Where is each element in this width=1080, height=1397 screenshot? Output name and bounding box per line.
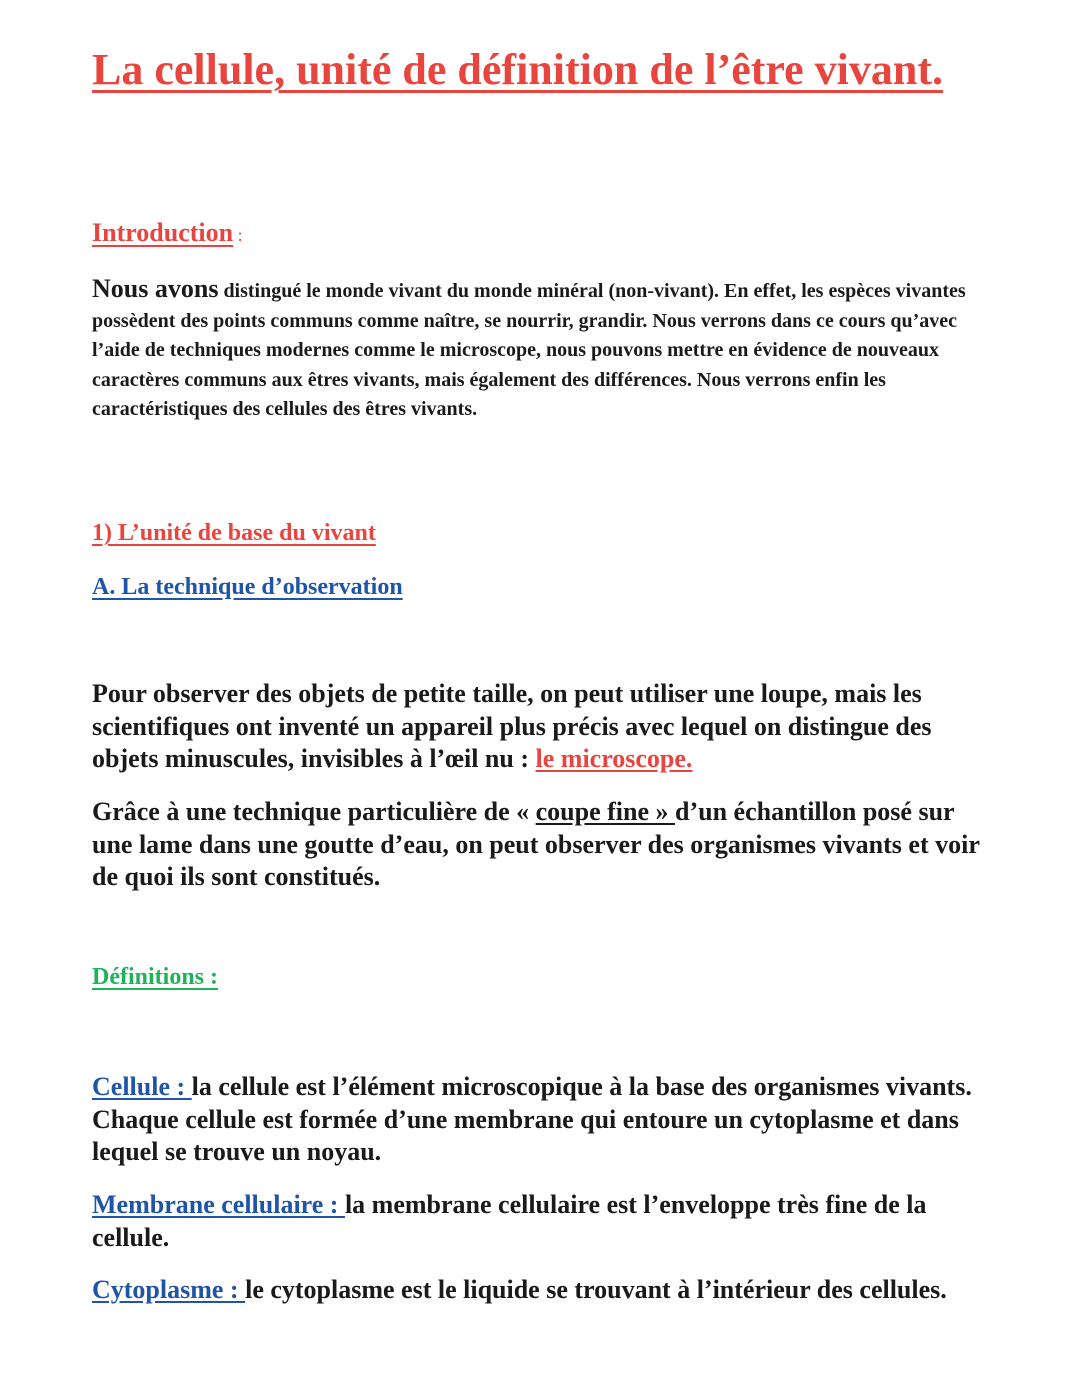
- definition-term: Cytoplasme :: [92, 1275, 246, 1304]
- coupe-fine-term: coupe fine »: [535, 797, 676, 826]
- definition-term: Cellule :: [92, 1072, 192, 1101]
- observation-paragraph-2: [92, 796, 992, 894]
- introduction-paragraph: [92, 274, 992, 425]
- definition-term: Membrane cellulaire :: [92, 1190, 345, 1219]
- page-title: La cellule, unité de définition de l’être vivant.: [92, 45, 944, 94]
- definition-membrane: [92, 1189, 992, 1254]
- section-1-heading: 1) L’unité de base du vivant: [92, 520, 376, 546]
- introduction-heading: [92, 218, 243, 248]
- definitions-heading: Définitions :: [92, 964, 218, 990]
- definition-text: la membrane cellulaire est l’enveloppe très fine de la cellule.: [92, 1190, 927, 1252]
- definition-text: le cytoplasme est le liquide se trouvant à l’intérieur des cellules.: [245, 1275, 947, 1304]
- observation-paragraph-1-text: Pour observer des objets de petite taille, on peut utiliser une loupe, mais les scientifiques ont inventé un appareil plus précis avec lequel on distingue des objets minuscules, invisibles à l’œil nu :: [92, 679, 932, 773]
- definition-cellule: [92, 1071, 992, 1169]
- definition-text: la cellule est l’élément microscopique à la base des organismes vivants. Chaque cellule est formée d’une membrane qui entoure un cytoplasme et dans lequel se trouve un noyau.: [92, 1072, 972, 1166]
- observation-paragraph-2-after: d’un échantillon posé sur une lame dans une goutte d’eau, on peut observer des organismes vivants et voir de quoi ils sont constitués.: [92, 797, 980, 891]
- definition-cytoplasme: [92, 1274, 992, 1307]
- microscope-highlight: le microscope.: [535, 744, 693, 773]
- subsection-a-heading: A. La technique d’observation: [92, 574, 403, 600]
- introduction-text: distingué le monde vivant du monde minéral (non-vivant). En effet, les espèces vivantes possèdent des points communs comme naître, se nourrir, grandir. Nous verrons dans ce cours qu’avec l’aide de techniques modernes comme le microscope, nous pouvons mettre en évidence de nouveaux caractères communs aux êtres vivants, mais également des différences. Nous verrons enfin les caractéristiques des cellules des êtres vivants.: [92, 280, 966, 420]
- observation-paragraph-1: [92, 678, 992, 776]
- introduction-heading-label: Introduction: [92, 218, 234, 247]
- observation-paragraph-2-before: Grâce à une technique particulière de «: [92, 797, 536, 826]
- introduction-lead: Nous avons: [92, 274, 219, 303]
- introduction-heading-colon: :: [233, 225, 243, 245]
